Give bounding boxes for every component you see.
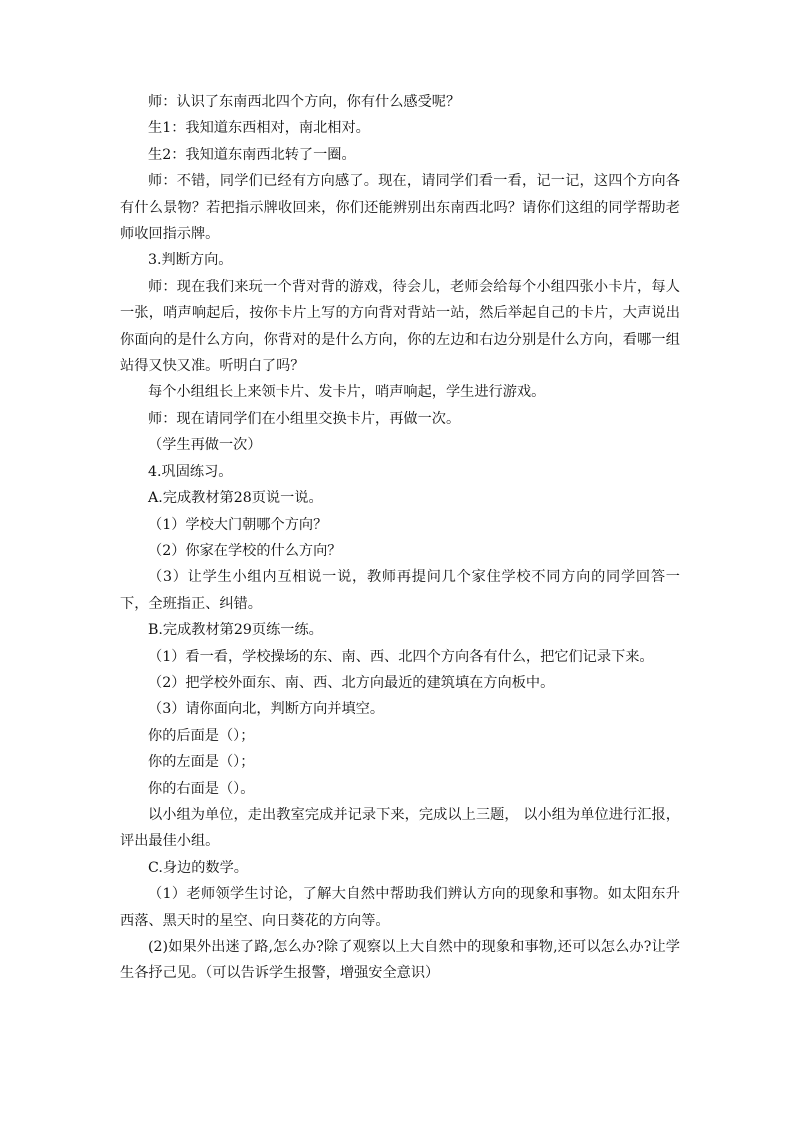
paragraph-8: 师：现在请同学们在小组里交换卡片，再做一次。 xyxy=(148,410,461,427)
paragraph-21: 你的右面是（）。 xyxy=(148,780,255,797)
paragraph-9: （学生再做一次） xyxy=(148,437,262,454)
paragraph-4: 师：不错，同学们已经有方向感了。现在，请同学们看一看，记一记，这四个方向各有什么景物？若把指示牌收回来，你们还能辨别出东南西北吗？请你们这组的同学帮助老师收回指示牌。 xyxy=(120,173,680,243)
paragraph-24: （1）老师领学生讨论，了解大自然中帮助我们辨认方向的现象和事物。如太阳东升西落、黑天时的星空、向日葵花的方向等。 xyxy=(120,886,680,929)
paragraph-25: (2)如果外出迷了路,怎么办?除了观察以上大自然中的现象和事物,还可以怎么办?让学生各抒己见。（可以告诉学生报警，增强安全意识） xyxy=(120,939,680,982)
paragraph-13: （2）你家在学校的什么方向？ xyxy=(148,542,342,559)
paragraph-5: 3.判断方向。 xyxy=(148,252,233,269)
paragraph-23: C.身边的数学。 xyxy=(148,859,248,876)
paragraph-16: （1）看一看，学校操场的东、南、西、北四个方向各有什么，把它们记录下来。 xyxy=(148,648,654,665)
paragraph-7: 每个小组组长上来领卡片、发卡片，哨声响起，学生进行游戏。 xyxy=(148,384,546,401)
paragraph-2: 生1：我知道东西相对，南北相对。 xyxy=(148,120,370,137)
paragraph-6: 师：现在我们来玩一个背对背的游戏，待会儿，老师会给每个小组四张小卡片，每人一张，哨声响起后，按你卡片上写的方向背对背站一站，然后举起自己的卡片，大声说出你面向的是什么方向，你背对的是什么方向，你的左边和右边分别是什么方向，看哪一组站得又快又准。听明白了吗？ xyxy=(120,278,680,375)
paragraph-1: 师：认识了东南西北四个方向，你有什么感受呢？ xyxy=(148,94,461,110)
paragraph-14: （3）让学生小组内互相说一说，教师再提问几个家住学校不同方向的同学回答一下，全班指正、纠错。 xyxy=(120,569,680,612)
paragraph-10: 4.巩固练习。 xyxy=(148,463,233,480)
document-body xyxy=(120,89,680,987)
paragraph-20: 你的左面是（）； xyxy=(148,754,255,771)
paragraph-12: （1）学校大门朝哪个方向？ xyxy=(148,516,328,533)
paragraph-17: （2）把学校外面东、南、西、北方向最近的建筑填在方向板中。 xyxy=(148,674,555,691)
paragraph-19: 你的后面是（）； xyxy=(148,727,255,744)
paragraph-3: 生2：我知道东南西北转了一圈。 xyxy=(148,146,356,163)
paragraph-11: A.完成教材第28页说一说。 xyxy=(148,490,323,507)
paragraph-18: （3）请你面向北，判断方向并填空。 xyxy=(148,701,385,718)
paragraph-22: 以小组为单位，走出教室完成并记录下来，完成以上三题， 以小组为单位进行汇报，评出最佳小组。 xyxy=(120,806,680,850)
paragraph-15: B.完成教材第29页练一练。 xyxy=(148,622,323,639)
